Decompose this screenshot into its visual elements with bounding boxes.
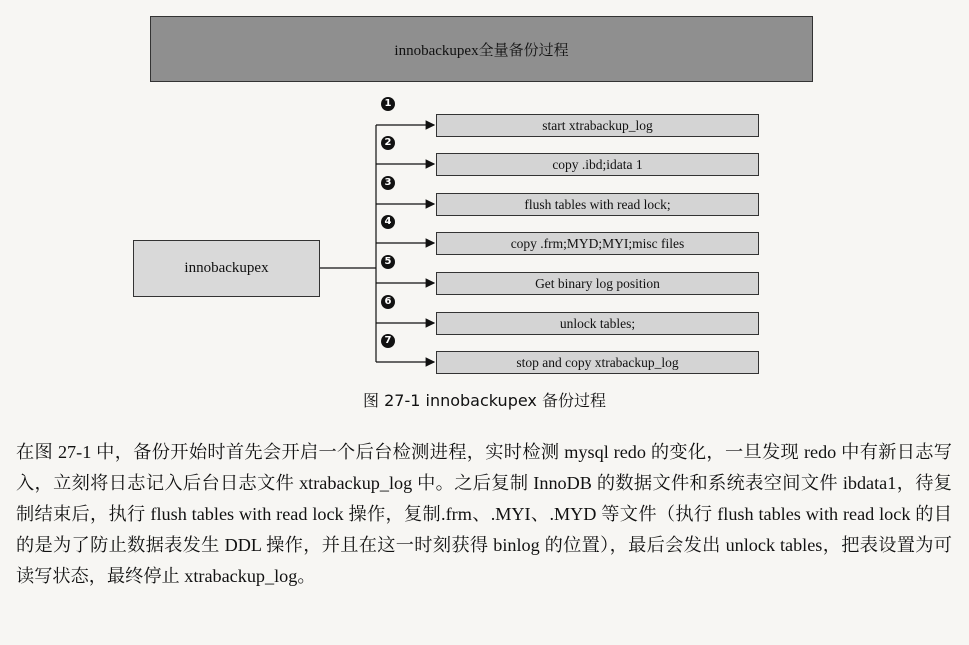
diagram-title: innobackupex全量备份过程 (150, 16, 813, 82)
body-paragraph: 在图 27-1 中，备份开始时首先会开启一个后台检测进程，实时检测 mysql redo 的变化，一旦发现 redo 中有新日志写入，立刻将日志记入后台日志文件 xtrabackup_log 中。之后复制 InnoDB 的数据文件和系统表空间文件 ibdata1，待复制结束后，执行 flush tables with read lock 操作，复制.frm、.MYI、.MYD 等文件（执行 flush tables with read lock 的目的是为了防止数据表发生 DDL 操作，并且在这一时刻获得 binlog 的位置），最后会发出 unlock tables，把表设置为可读写状态，最终停止 xtrabackup_log。 (16, 442, 952, 586)
step-number-badge: 2 (381, 136, 395, 150)
step-number-badge: 3 (381, 176, 395, 190)
step-box: Get binary log position (436, 272, 759, 295)
step-number-badge: 1 (381, 97, 395, 111)
step-number-badge: 7 (381, 334, 395, 348)
step-box: copy .ibd;idata 1 (436, 153, 759, 176)
step-box: start xtrabackup_log (436, 114, 759, 137)
step-number-badge: 4 (381, 215, 395, 229)
step-box: unlock tables; (436, 312, 759, 335)
step-box: stop and copy xtrabackup_log (436, 351, 759, 374)
step-box: copy .frm;MYD;MYI;misc files (436, 232, 759, 255)
step-number-badge: 5 (381, 255, 395, 269)
step-number-badge: 6 (381, 295, 395, 309)
step-box: flush tables with read lock; (436, 193, 759, 216)
figure-caption: 图 27-1 innobackupex 备份过程 (363, 391, 606, 410)
innobackupex-node: innobackupex (133, 240, 320, 297)
